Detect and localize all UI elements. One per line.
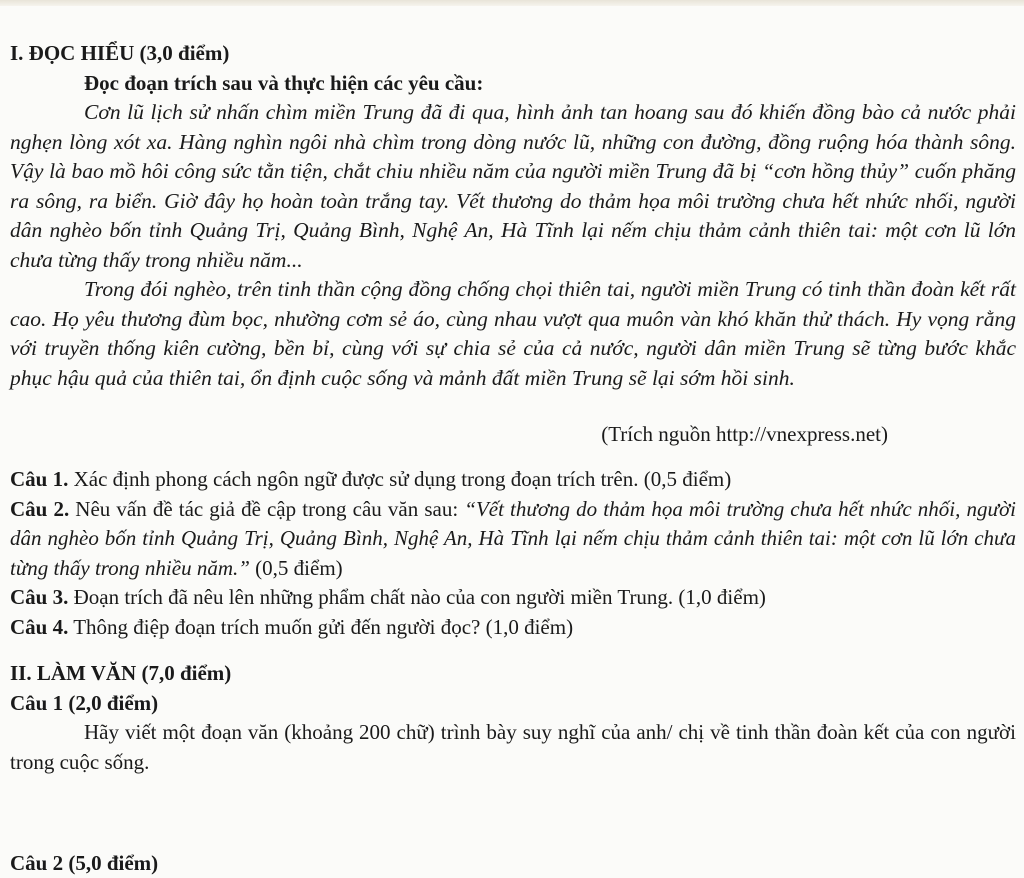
reading-instruction: Đọc đoạn trích sau và thực hiện các yêu cầu: [84, 71, 484, 95]
question-2-label: Câu 2. [10, 496, 70, 521]
question-1-label: Câu 1. [10, 467, 69, 491]
section-2-title: II. LÀM VĂN (7,0 điểm) [10, 661, 232, 685]
question-4-label: Câu 4. [10, 614, 69, 639]
passage-paragraph-1: Cơn lũ lịch sử nhấn chìm miền Trung đã đi qua, hình ảnh tan hoang sau đó khiến đồng bào cả nước phải nghẹn lòng xót xa. Hàng nghìn ngôi nhà chìm trong dòng nước lũ, những con đường, đồng ruộng hóa thành sông. Vậy là bao mồ hôi công sức tằn tiện, chắt chiu nhiều năm của người miền Trung đã bị “cơn hồng thủy” cuốn phăng ra sông, ra biển. Giờ đây họ hoàn toàn trắng tay. Vết thương do thảm họa môi trường chưa hết nhức nhối, người dân nghèo bốn tỉnh Quảng Trị, Quảng Bình, Nghệ An, Hà Tĩnh lại nếm chịu thảm cảnh thiên tai: một cơn lũ lớn chưa từng thấy trong nhiều năm... [10, 100, 1016, 272]
task-1-text: Hãy viết một đoạn văn (khoảng 200 chữ) trình bày suy nghĩ của anh/ chị về tinh thần đoàn kết của con người trong cuộc sống. [10, 720, 1016, 774]
question-4-text: Thông điệp đoạn trích muốn gửi đến người đọc? (1,0 điểm) [68, 614, 574, 639]
passage-paragraph-2: Trong đói nghèo, trên tinh thần cộng đồng chống chọi thiên tai, người miền Trung có tinh thần đoàn kết rất cao. Họ yêu thương đùm bọc, nhường cơm sẻ áo, cùng nhau vượt qua muôn vàn khó khăn thử thách. Hy vọng rằng với truyền thống kiên cường, bền bỉ, cùng với sự chia sẻ của cả nước, người dân miền Trung sẽ từng bước khắc phục hậu quả của thiên tai, ổn định cuộc sống và mảnh đất miền Trung sẽ lại sớm hồi sinh. [10, 277, 1016, 390]
passage-source: (Trích nguồn http://vnexpress.net) [601, 422, 888, 446]
question-3-text: Đoạn trích đã nêu lên những phẩm chất nào của con người miền Trung. (1,0 điểm) [68, 585, 766, 609]
section-1-title: I. ĐỌC HIỂU (3,0 điểm) [10, 41, 230, 65]
question-2-quote: “Vết thương do thảm họa môi trường chưa hết nhức nhối, người dân nghèo bốn tỉnh Quảng Trị, Quảng Bình, Nghệ An, Hà Tĩnh lại nếm chịu thảm cảnh thiên tai: một cơn lũ lớn chưa từng thấy trong nhiều năm.” [10, 496, 1016, 580]
question-4 [10, 613, 1016, 643]
section-2 [10, 658, 1016, 777]
question-2-points: (0,5 điểm) [249, 555, 343, 580]
task-2-title-cutoff: Câu 2 (5,0 điểm) [10, 851, 159, 875]
page-top-edge [0, 0, 1024, 6]
question-2 [10, 495, 1016, 584]
question-1 [10, 465, 1016, 495]
task-1-title: Câu 1 (2,0 điểm) [10, 691, 159, 715]
question-1-text: Xác định phong cách ngôn ngữ được sử dụng trong đoạn trích trên. (0,5 điểm) [68, 467, 732, 491]
question-3-label: Câu 3. [10, 585, 69, 609]
question-2-text: Nêu vấn đề tác giả đề cập trong câu văn sau: [69, 496, 465, 521]
question-3 [10, 583, 1016, 613]
exam-page [10, 38, 1016, 777]
